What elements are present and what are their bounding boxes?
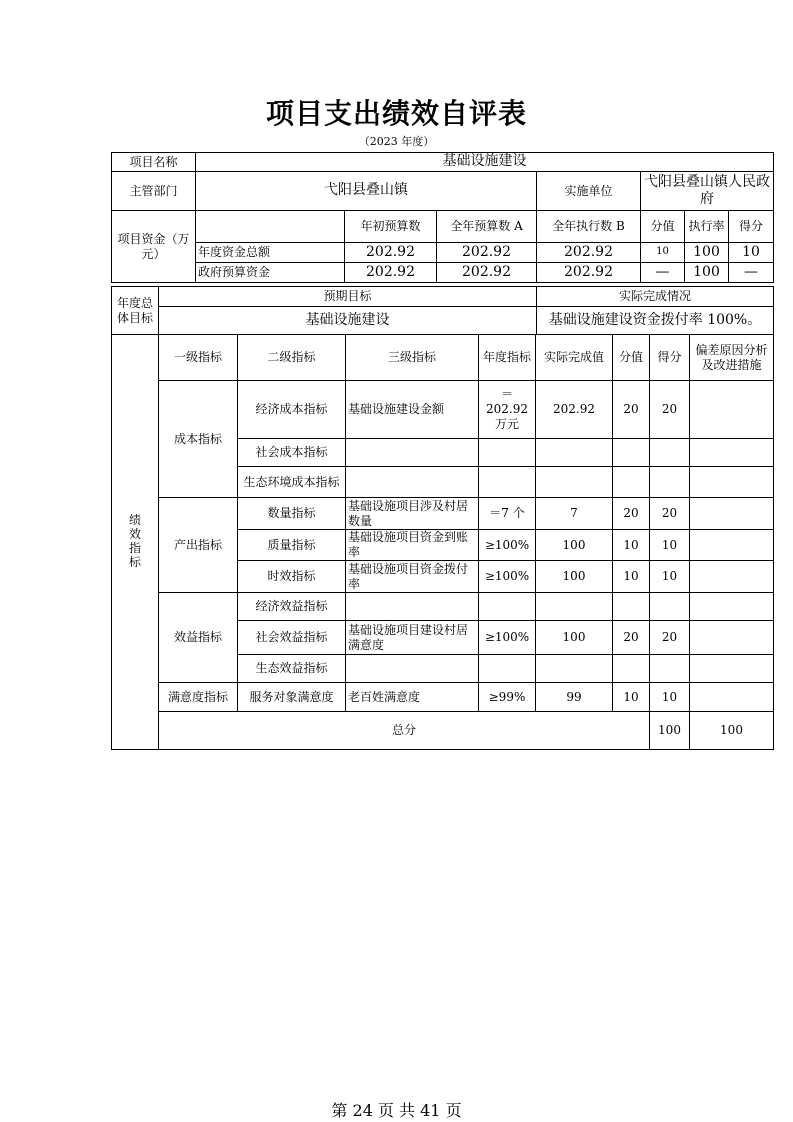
perf-value: 10 xyxy=(613,683,650,712)
perf-l2: 社会成本指标 xyxy=(238,439,346,467)
funds-row-rate: 100 xyxy=(685,243,729,263)
total-label: 总分 xyxy=(159,712,650,750)
performance-indicators-table xyxy=(111,334,774,750)
perf-l2: 生态环境成本指标 xyxy=(238,467,346,498)
perf-value: 20 xyxy=(613,498,650,530)
perf-group-name: 产出指标 xyxy=(159,498,238,593)
funds-row-score: 10 xyxy=(729,243,774,263)
perf-l2: 质量指标 xyxy=(238,530,346,561)
perf-score xyxy=(650,593,690,621)
perf-l3: 基础设施项目资金拨付率 xyxy=(346,561,479,593)
perf-l2: 经济效益指标 xyxy=(238,593,346,621)
funds-header-blank xyxy=(196,211,345,243)
perf-l2: 服务对象满意度 xyxy=(238,683,346,712)
perf-target xyxy=(479,467,536,498)
perf-note xyxy=(690,381,774,439)
perf-note xyxy=(690,593,774,621)
perf-target: ≥100% xyxy=(479,561,536,593)
funds-header-score-value: 分值 xyxy=(641,211,685,243)
perf-note xyxy=(690,530,774,561)
funds-row-score: — xyxy=(729,263,774,283)
perf-actual: 100 xyxy=(536,530,613,561)
perf-target xyxy=(479,593,536,621)
impl-value: 弋阳县叠山镇人民政府 xyxy=(641,172,774,211)
perf-target: ＝202.92万元 xyxy=(479,381,536,439)
perf-value: 10 xyxy=(613,530,650,561)
perf-l3: 基础设施项目资金到账率 xyxy=(346,530,479,561)
perf-value: 20 xyxy=(613,621,650,655)
page-title: 项目支出绩效自评表 xyxy=(265,97,527,130)
actual-result-value: 基础设施建设资金拨付率 100%。 xyxy=(537,307,774,335)
perf-actual: 100 xyxy=(536,621,613,655)
perf-actual: 7 xyxy=(536,498,613,530)
perf-target: ≥100% xyxy=(479,530,536,561)
project-name-label: 项目名称 xyxy=(112,153,196,172)
actual-result-header: 实际完成情况 xyxy=(537,287,774,307)
funds-row-name: 政府预算资金 xyxy=(196,263,345,283)
perf-header-l3: 三级指标 xyxy=(346,335,479,381)
performance-label xyxy=(112,335,159,750)
perf-target xyxy=(479,439,536,467)
funds-header-rate: 执行率 xyxy=(685,211,729,243)
perf-actual xyxy=(536,439,613,467)
perf-l3 xyxy=(346,467,479,498)
perf-actual: 202.92 xyxy=(536,381,613,439)
project-info-table xyxy=(111,152,774,283)
perf-group-name: 效益指标 xyxy=(159,593,238,683)
perf-l3: 基础设施建设金额 xyxy=(346,381,479,439)
perf-actual xyxy=(536,467,613,498)
funds-row-score-value: — xyxy=(641,263,685,283)
perf-score xyxy=(650,439,690,467)
perf-l3 xyxy=(346,593,479,621)
funds-header-score: 得分 xyxy=(729,211,774,243)
perf-l3 xyxy=(346,655,479,683)
perf-group-name: 满意度指标 xyxy=(159,683,238,712)
funds-row-rate: 100 xyxy=(685,263,729,283)
funds-label: 项目资金（万元） xyxy=(112,211,196,283)
perf-target xyxy=(479,655,536,683)
perf-target: ＝7 个 xyxy=(479,498,536,530)
perf-note xyxy=(690,683,774,712)
perf-header-l1: 一级指标 xyxy=(159,335,238,381)
perf-header-note: 偏差原因分析及改进措施 xyxy=(690,335,774,381)
perf-l2: 社会效益指标 xyxy=(238,621,346,655)
perf-header-l2: 二级指标 xyxy=(238,335,346,381)
total-value: 100 xyxy=(650,712,690,750)
dept-label: 主管部门 xyxy=(112,172,196,211)
perf-l3: 基础设施项目建设村居满意度 xyxy=(346,621,479,655)
perf-header-target: 年度指标 xyxy=(479,335,536,381)
perf-score: 20 xyxy=(650,381,690,439)
perf-value xyxy=(613,439,650,467)
funds-row-executed: 202.92 xyxy=(537,243,641,263)
perf-value: 20 xyxy=(613,381,650,439)
annual-goals-label: 年度总体目标 xyxy=(112,287,159,335)
perf-l2: 生态效益指标 xyxy=(238,655,346,683)
impl-label: 实施单位 xyxy=(537,172,641,211)
expected-goal-value: 基础设施建设 xyxy=(159,307,537,335)
perf-score: 20 xyxy=(650,498,690,530)
perf-actual xyxy=(536,593,613,621)
dept-value: 弋阳县叠山镇 xyxy=(196,172,537,211)
funds-row-score-value: 10 xyxy=(641,243,685,263)
expected-goal-header: 预期目标 xyxy=(159,287,537,307)
perf-target: ≥99% xyxy=(479,683,536,712)
funds-header-initial: 年初预算数 xyxy=(345,211,437,243)
performance-label-text: 绩效指标 xyxy=(128,513,141,569)
perf-note xyxy=(690,561,774,593)
perf-actual xyxy=(536,655,613,683)
perf-score: 10 xyxy=(650,561,690,593)
perf-actual: 100 xyxy=(536,561,613,593)
perf-l2: 经济成本指标 xyxy=(238,381,346,439)
perf-note xyxy=(690,498,774,530)
perf-target: ≥100% xyxy=(479,621,536,655)
perf-l3 xyxy=(346,439,479,467)
perf-value xyxy=(613,655,650,683)
project-name-value: 基础设施建设 xyxy=(196,153,774,172)
perf-header-actual: 实际完成值 xyxy=(536,335,613,381)
funds-row-annual: 202.92 xyxy=(437,263,537,283)
perf-header-score: 得分 xyxy=(650,335,690,381)
funds-header-annual: 全年预算数 A xyxy=(437,211,537,243)
perf-group-name: 成本指标 xyxy=(159,381,238,498)
perf-header-value: 分值 xyxy=(613,335,650,381)
perf-score: 20 xyxy=(650,621,690,655)
perf-actual: 99 xyxy=(536,683,613,712)
funds-row-initial: 202.92 xyxy=(345,263,437,283)
perf-l3: 老百姓满意度 xyxy=(346,683,479,712)
perf-l3: 基础设施项目涉及村居数量 xyxy=(346,498,479,530)
perf-value xyxy=(613,467,650,498)
funds-row-executed: 202.92 xyxy=(537,263,641,283)
funds-row-initial: 202.92 xyxy=(345,243,437,263)
perf-l2: 数量指标 xyxy=(238,498,346,530)
perf-note xyxy=(690,467,774,498)
funds-header-executed: 全年执行数 B xyxy=(537,211,641,243)
page-footer: 第 24 页 共 41 页 xyxy=(331,1101,462,1120)
perf-score: 10 xyxy=(650,683,690,712)
year-subtitle: （2023 年度） xyxy=(358,135,435,148)
total-score: 100 xyxy=(690,712,774,750)
perf-note xyxy=(690,655,774,683)
annual-goals-table xyxy=(111,286,774,335)
perf-value: 10 xyxy=(613,561,650,593)
perf-value xyxy=(613,593,650,621)
perf-note xyxy=(690,439,774,467)
perf-note xyxy=(690,621,774,655)
funds-row-annual: 202.92 xyxy=(437,243,537,263)
perf-score: 10 xyxy=(650,530,690,561)
funds-row-name: 年度资金总额 xyxy=(196,243,345,263)
perf-score xyxy=(650,655,690,683)
perf-l2: 时效指标 xyxy=(238,561,346,593)
perf-score xyxy=(650,467,690,498)
